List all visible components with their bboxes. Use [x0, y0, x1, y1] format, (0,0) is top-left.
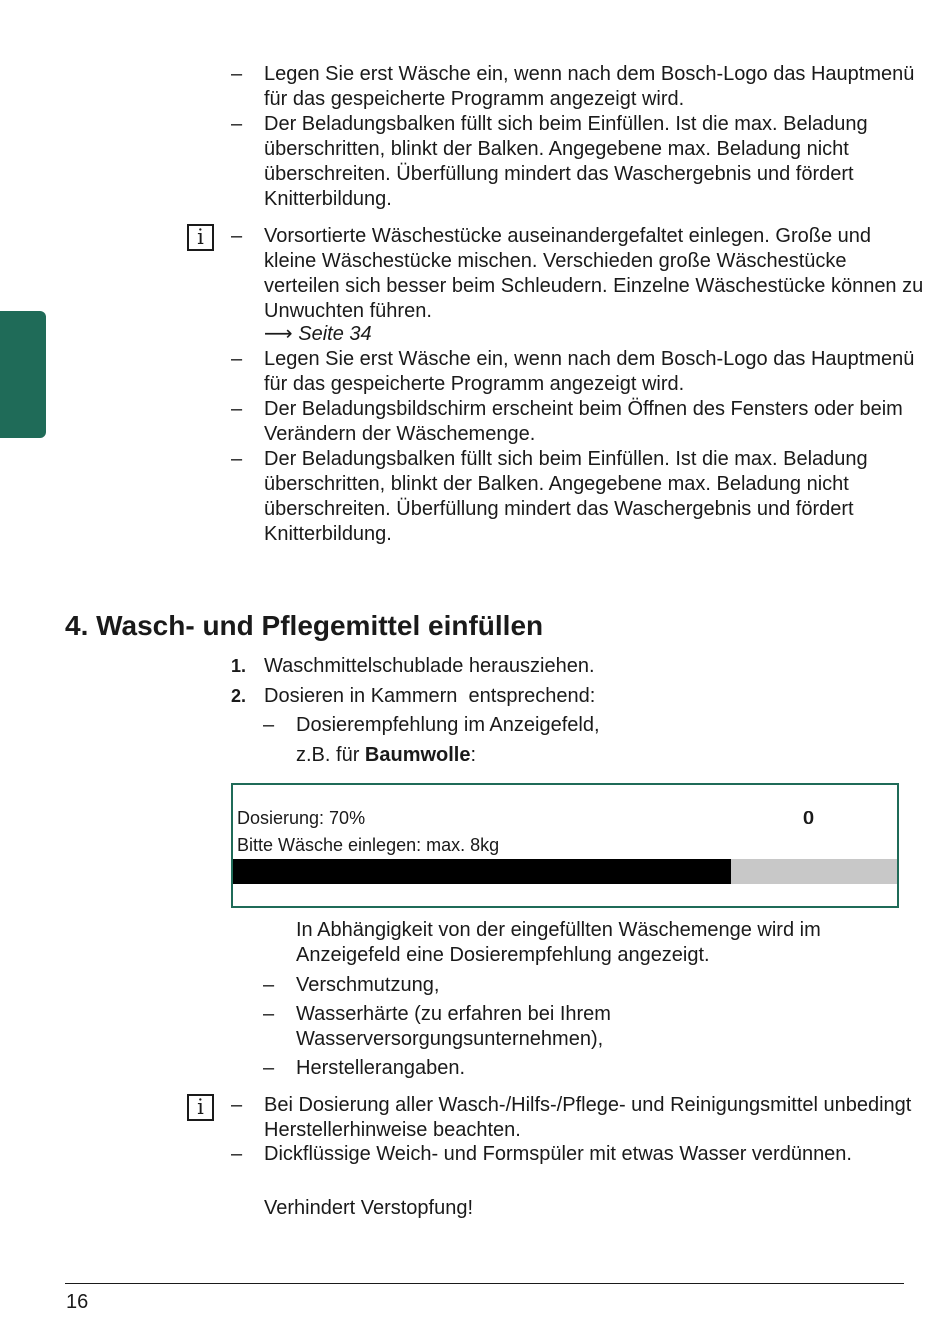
step-number: 1. [231, 656, 247, 676]
info-icon: i [187, 1094, 214, 1121]
paragraph: Der Beladungsbalken füllt sich beim Einfüllen. Ist die max. Beladung überschritten, blinkt der Balken. Angegebene max. Beladung nicht überschreiten. Überfüllung mindert das Waschergebnis und fördert Knitterbildung. [264, 448, 868, 545]
load-bar-fill [233, 859, 731, 884]
paragraph: In Abhängigkeit von der eingefüllten Wäschemenge wird im Anzeigefeld eine Dosierempfehlung angezeigt. [296, 919, 821, 966]
load-bar-track [233, 859, 897, 884]
example-program: Baumwolle [364, 744, 471, 766]
dosage-readout: Dosierung: 70% [237, 808, 366, 828]
dosage-icon: 00 [803, 808, 806, 828]
paragraph: Bei Dosierung aller Wasch-/Hilfs-/Pflege- und Reinigungsmittel unbedingt Herstellerhinweise beachten. [264, 1094, 912, 1141]
arrow-right-icon: ⟶ [264, 323, 293, 345]
dash-marker: – [231, 398, 243, 420]
info-icon: i [187, 224, 214, 251]
list-item: Herstellerangaben. [296, 1057, 465, 1079]
dash-marker: – [231, 63, 243, 85]
step-number: 2. [231, 686, 247, 706]
dash-marker: – [231, 113, 243, 135]
paragraph: Legen Sie erst Wäsche ein, wenn nach dem Bosch-Logo das Hauptmenü für das gespeicherte Programm angezeigt wird. [264, 348, 915, 395]
step-subtext: Dosierempfehlung im Anzeigefeld, [296, 714, 600, 736]
step-text: Waschmittelschublade herausziehen. [264, 655, 595, 677]
footer-divider [65, 1283, 904, 1284]
paragraph: Der Beladungsbalken füllt sich beim Einfüllen. Ist die max. Beladung überschritten, blinkt der Balken. Angegebene max. Beladung nicht überschreiten. Überfüllung mindert das Waschergebnis und fördert Knitterbildung. [264, 113, 868, 210]
dash-marker: – [263, 974, 275, 996]
dash-marker: – [231, 348, 243, 370]
load-instruction: Bitte Wäsche einlegen: max. 8kg [237, 835, 500, 855]
display-panel [231, 783, 899, 908]
list-item: Verschmutzung, [296, 974, 440, 996]
note-text: Verhindert Verstopfung! [264, 1197, 474, 1219]
example-prefix: z.B. für [296, 744, 365, 766]
section-heading: 4. Wasch- und Pflegemittel einfüllen [65, 610, 544, 641]
section-tab-marker [0, 311, 46, 438]
dash-marker: – [231, 448, 243, 470]
page-reference-label: Seite 34 [298, 323, 372, 345]
dash-marker: – [263, 1003, 275, 1025]
dash-marker: – [263, 1057, 275, 1079]
paragraph: Vorsortierte Wäschestücke auseinandergefaltet einlegen. Große und kleine Wäschestücke mischen. Verschieden große Wäschestücke verteilen sich besser beim Schleudern. Einzelne Wäschestücke können zu Unwuchten führen. [264, 225, 924, 322]
paragraph: Legen Sie erst Wäsche ein, wenn nach dem Bosch-Logo das Hauptmenü für das gespeicherte Programm angezeigt wird. [264, 63, 915, 110]
page-reference[interactable] [264, 322, 924, 347]
example-suffix: : [470, 744, 477, 766]
list-item: Wasserhärte (zu erfahren bei Ihrem Wasserversorgungsunternehmen), [296, 1003, 611, 1050]
step-text: Dosieren in Kammern entsprechend: [264, 685, 596, 707]
paragraph: Dickflüssige Weich- und Formspüler mit etwas Wasser verdünnen. [264, 1143, 852, 1165]
page-number: 16 [66, 1291, 89, 1313]
dash-marker: – [231, 1094, 243, 1116]
dash-marker: – [263, 714, 275, 736]
paragraph: Der Beladungsbildschirm erscheint beim Öffnen des Fensters oder beim Verändern der Wäschemenge. [264, 398, 903, 445]
dash-marker: – [231, 225, 243, 247]
example-line [296, 743, 916, 768]
dash-marker: – [231, 1143, 243, 1165]
